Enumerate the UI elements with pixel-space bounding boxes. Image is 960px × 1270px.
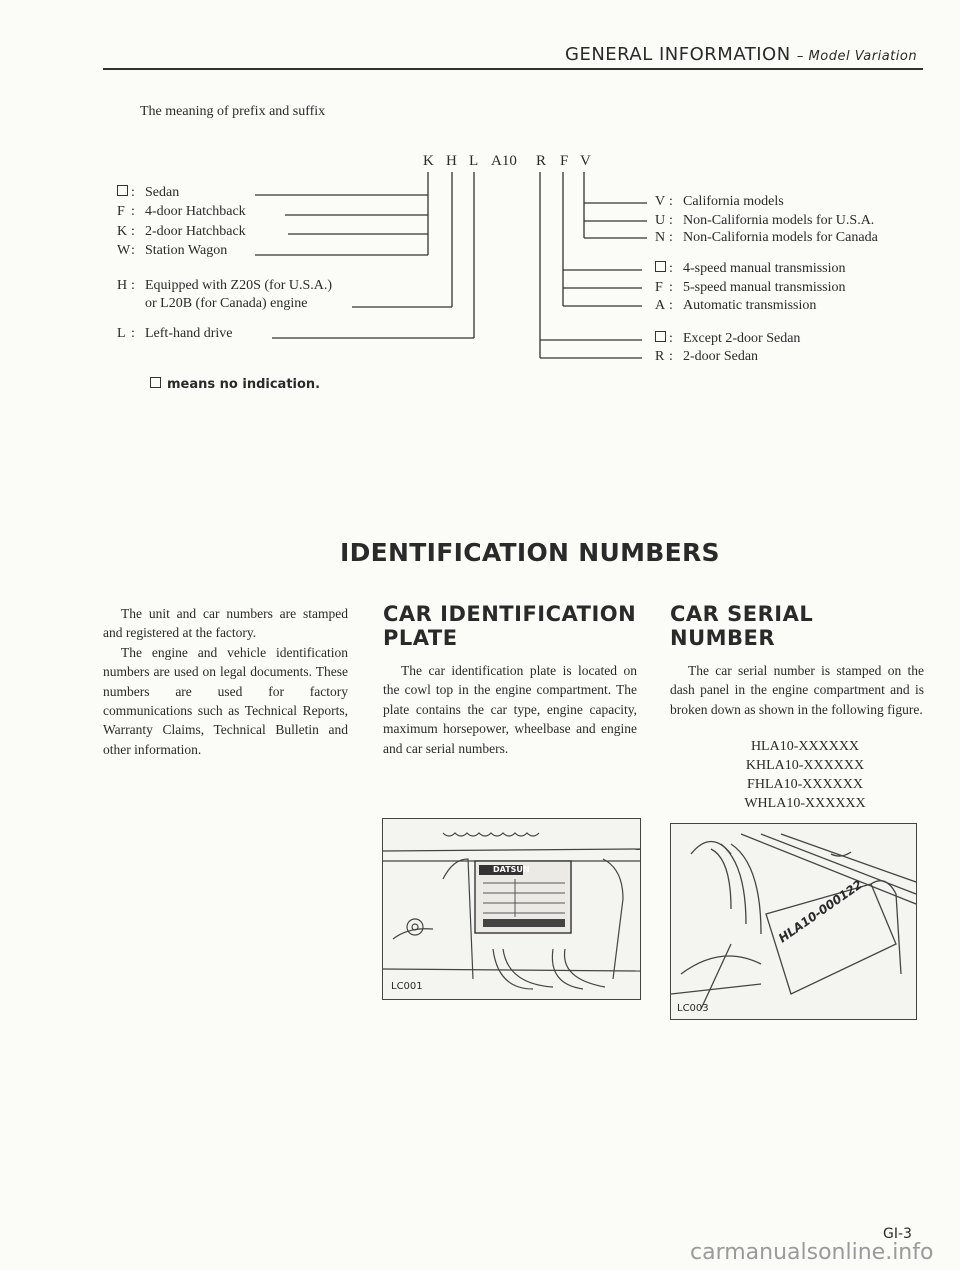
code-model-a10: A10 [491, 153, 517, 169]
serial-number-2door-hatchback: KHLA10-XXXXXX [745, 758, 865, 773]
section-title: IDENTIFICATION NUMBERS [340, 538, 720, 567]
transmission-automatic: A : Automatic transmission [655, 298, 817, 313]
code-letter-f: F [560, 153, 569, 169]
serial-description: The car serial number is stamped on the dash panel in the engine compartment and is broken down as shown in the following figure. [670, 663, 924, 717]
header-subtitle: – Model Variation [796, 49, 918, 64]
plate-brand: DATSUN [493, 865, 530, 874]
intro-paragraph-2: The engine and vehicle identification numbers are used on legal documents. These numbers are used for factory communications such as Technical Reports, Warranty Claims, Technical Bulletin and other information. [103, 644, 348, 757]
page-number: GI-3 [883, 1226, 912, 1242]
drive-left-hand: L : Left-hand drive [117, 326, 233, 341]
header-title: GENERAL INFORMATION [565, 44, 791, 65]
intro-paragraph-1: The unit and car numbers are stamped and registered at the factory. [103, 606, 348, 641]
code-letter-l: L [469, 153, 479, 169]
footer-watermark-url[interactable]: carmanualsonline.info [690, 1240, 934, 1265]
prefix-connector-diagram [0, 0, 960, 420]
intro-text [103, 604, 348, 759]
destination-california: V : California models [655, 194, 784, 209]
plate-heading: CAR IDENTIFICATION PLATE [383, 602, 637, 650]
code-letter-v: V [580, 153, 591, 169]
prefix-heading: The meaning of prefix and suffix [140, 104, 326, 119]
transmission-5speed: F : 5-speed manual transmission [655, 280, 846, 295]
code-letter-h: H [446, 153, 457, 169]
stamped-serial-number: HLA10-000122 [776, 877, 865, 946]
engine-equipment-continued: or L20B (for Canada) engine [145, 296, 308, 311]
code-letter-k: K [423, 153, 434, 169]
code-letter-r: R [536, 153, 547, 169]
engine-equipment: H : Equipped with Z20S (for U.S.A.) [117, 278, 333, 293]
transmission-4speed: : 4-speed manual transmission [655, 260, 846, 278]
variant-except-2door-sedan: : Except 2-door Sedan [655, 330, 800, 348]
figure-label-lc001: LC001 [391, 981, 423, 992]
body-type-2door-hatchback: K : 2-door Hatchback [117, 224, 246, 239]
identification-plate-illustration [383, 819, 640, 999]
body-type-sedan: : Sedan [117, 184, 179, 202]
serial-number-station-wagon: WHLA10-XXXXXX [744, 796, 866, 811]
figure-lc003 [670, 823, 917, 1020]
serial-number-4door-hatchback: FHLA10-XXXXXX [747, 777, 863, 792]
plate-description: The car identification plate is located on the cowl top in the engine compartment. The plate contains the car type, engine capacity, maximum horsepower, wheelbase and engine and car serial numbers. [383, 663, 637, 756]
variant-2door-sedan: R : 2-door Sedan [655, 349, 759, 364]
figure-lc001 [382, 818, 641, 1000]
destination-canada: N : Non-California models for Canada [655, 230, 878, 245]
figure-label-lc003: LC003 [677, 1003, 709, 1014]
serial-number-sedan: HLA10-XXXXXX [750, 739, 860, 754]
body-type-station-wagon: W: Station Wagon [117, 243, 228, 258]
blank-square-note: means no indication. [150, 377, 320, 392]
body-type-4door-hatchback: F : 4-door Hatchback [117, 204, 246, 219]
destination-non-california-usa: U : Non-California models for U.S.A. [655, 213, 875, 228]
serial-heading: CAR SERIAL NUMBER [670, 602, 814, 650]
serial-number-list [720, 737, 890, 813]
